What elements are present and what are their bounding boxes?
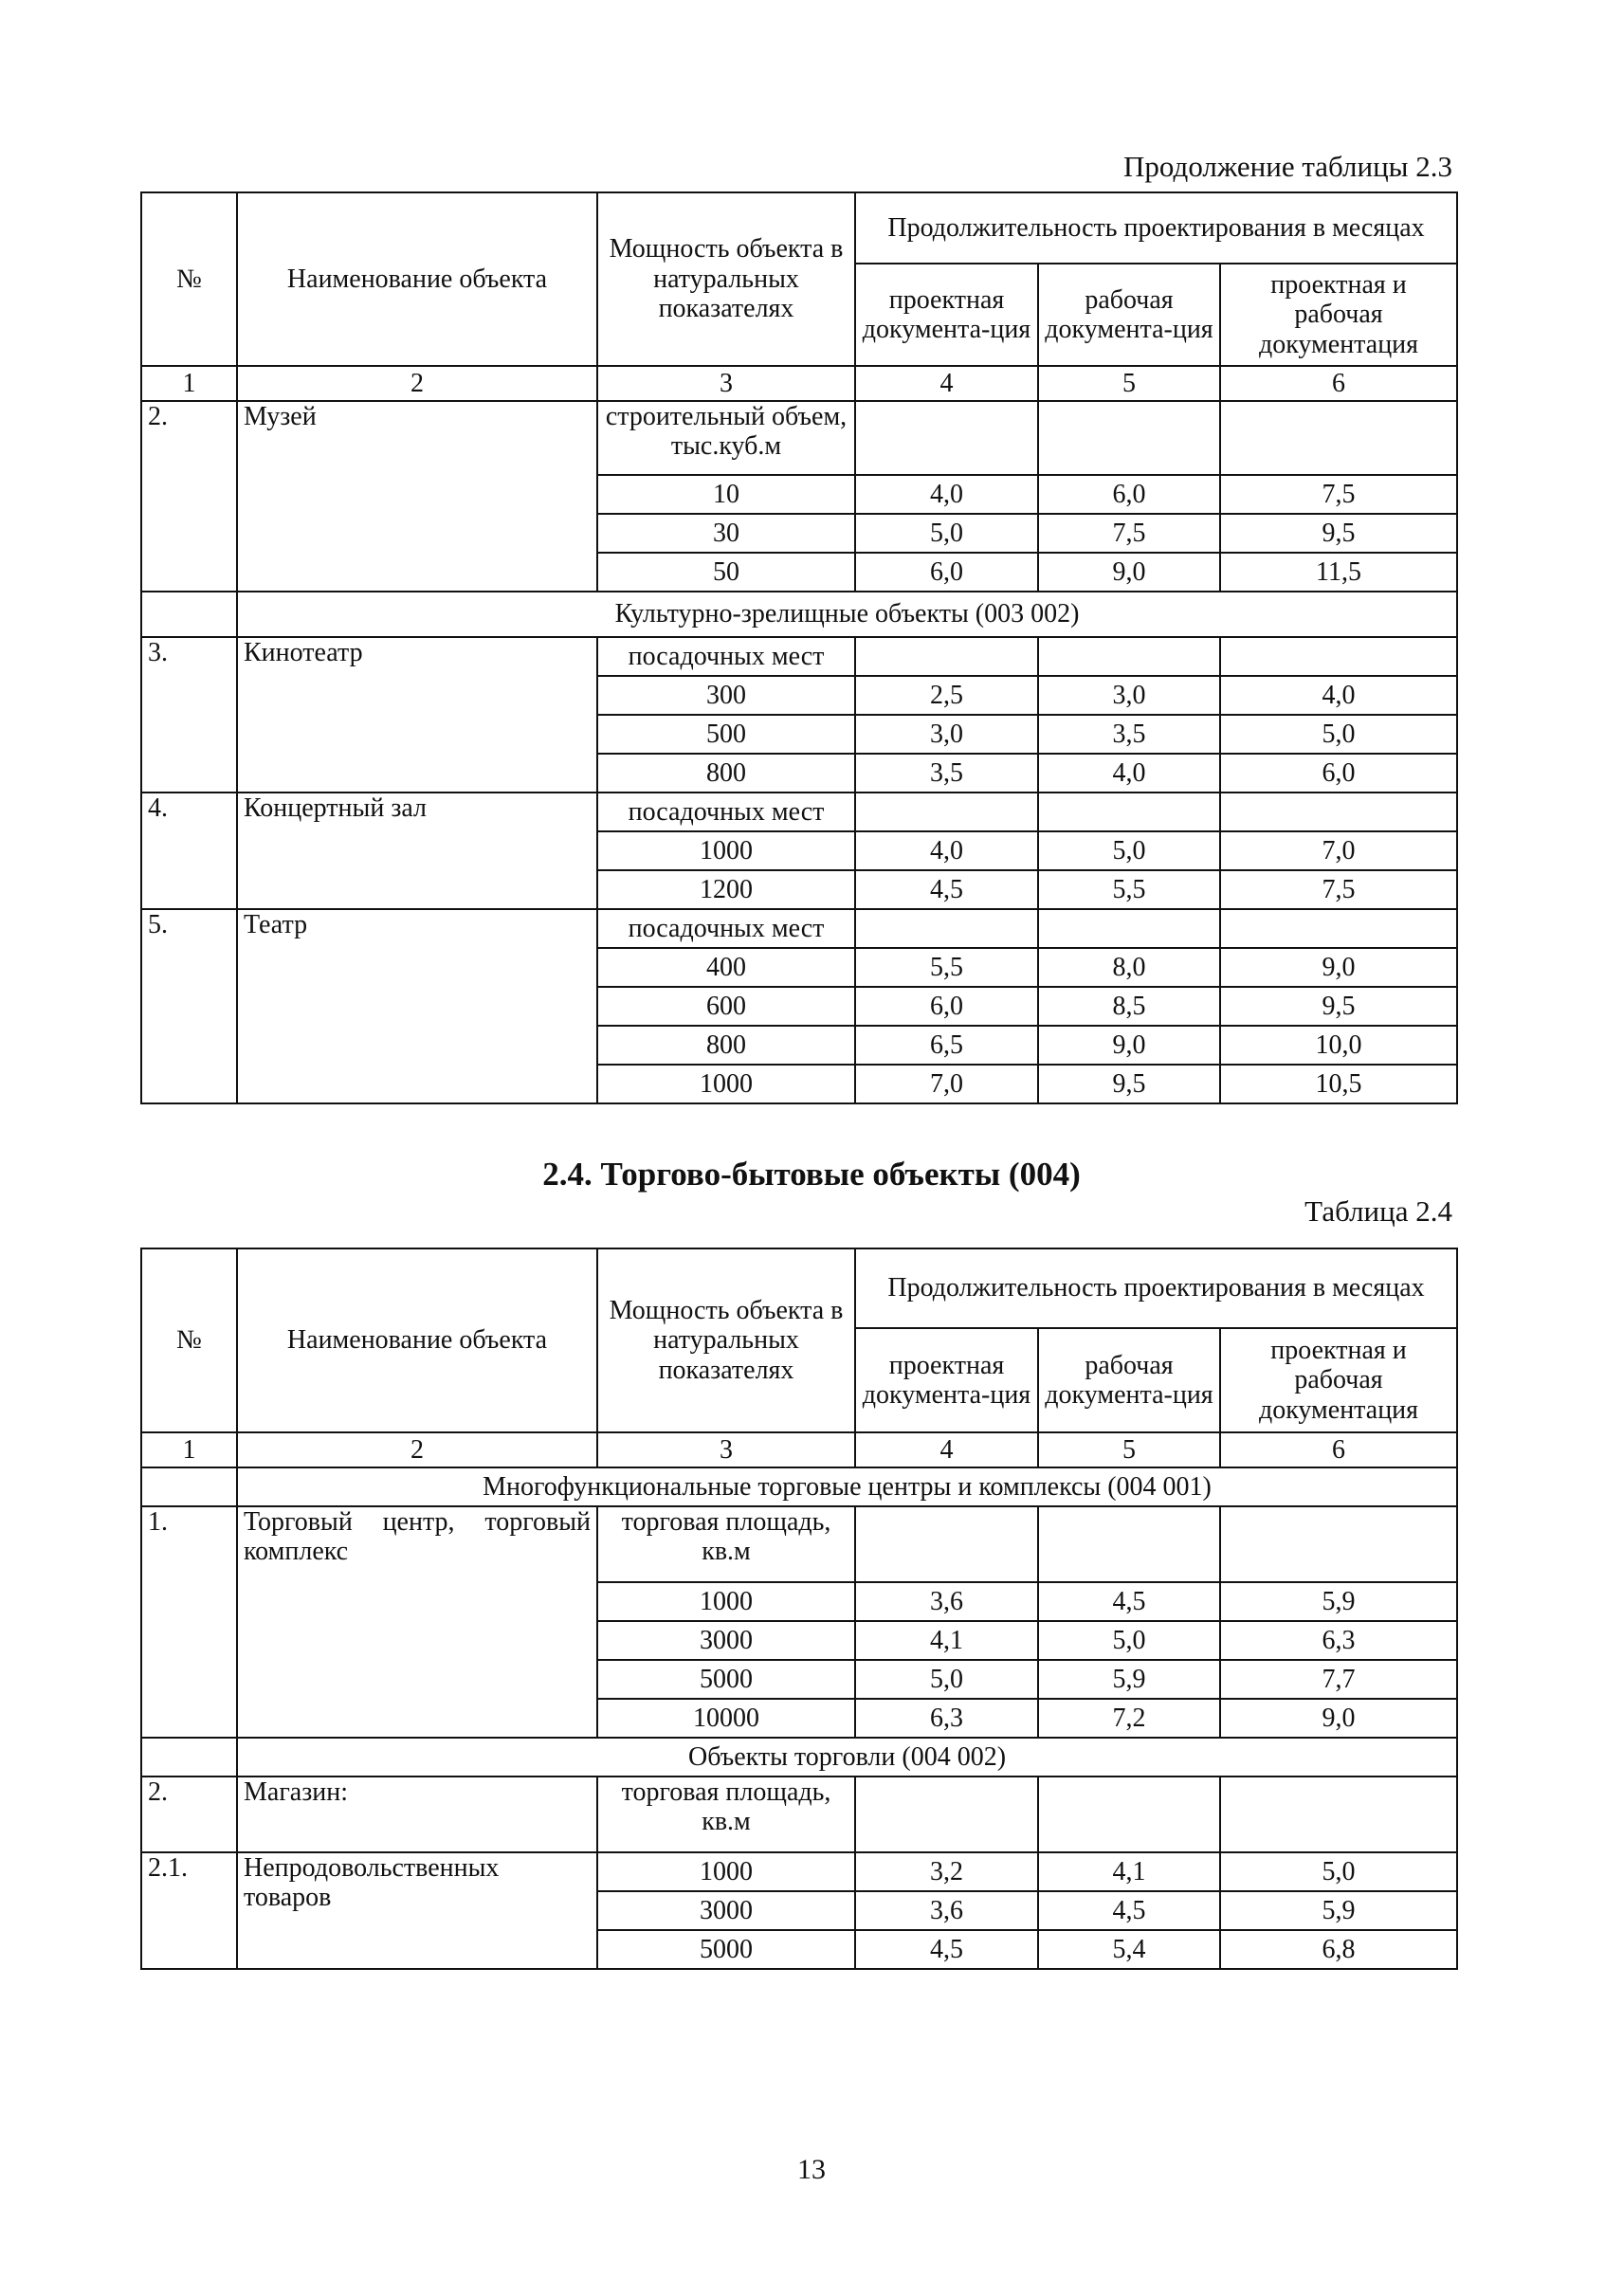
row-number: 2. [141, 401, 237, 592]
working-value: 3,5 [1038, 715, 1220, 754]
total-value: 7,0 [1220, 831, 1457, 870]
column-number: 4 [855, 366, 1038, 401]
design-value: 3,0 [855, 715, 1038, 754]
total-value: 7,5 [1220, 475, 1457, 514]
object-name: Театр [237, 909, 597, 1103]
object-name: Концертный зал [237, 793, 597, 909]
working-value: 4,5 [1038, 1891, 1220, 1930]
design-value: 4,0 [855, 831, 1038, 870]
total-value: 5,9 [1220, 1891, 1457, 1930]
total-value: 4,0 [1220, 676, 1457, 715]
header-design-docs: проектная документа-ция [855, 264, 1038, 366]
row-number: 2.1. [141, 1852, 237, 1969]
design-value: 6,3 [855, 1699, 1038, 1738]
column-number: 2 [237, 1432, 597, 1467]
design-value: 4,1 [855, 1621, 1038, 1660]
design-value: 6,0 [855, 987, 1038, 1026]
column-number: 4 [855, 1432, 1038, 1467]
total-value: 6,8 [1220, 1930, 1457, 1969]
total-value: 7,7 [1220, 1660, 1457, 1699]
working-value: 8,0 [1038, 948, 1220, 987]
table-caption-continuation: Продолжение таблицы 2.3 [1123, 150, 1452, 183]
capacity-value: 400 [597, 948, 855, 987]
working-value: 8,5 [1038, 987, 1220, 1026]
total-value: 10,5 [1220, 1065, 1457, 1103]
total-value: 9,5 [1220, 514, 1457, 553]
section-title: 2.4. Торгово-бытовые объекты (004) [542, 1156, 1081, 1193]
total-value: 5,0 [1220, 1852, 1457, 1891]
design-value: 6,0 [855, 553, 1038, 592]
capacity-value: 3000 [597, 1621, 855, 1660]
design-value: 4,0 [855, 475, 1038, 514]
design-value: 3,5 [855, 754, 1038, 793]
working-value: 7,2 [1038, 1699, 1220, 1738]
capacity-value: 600 [597, 987, 855, 1026]
working-value: 3,0 [1038, 676, 1220, 715]
capacity-value: 1000 [597, 1065, 855, 1103]
row-number: 3. [141, 637, 237, 793]
working-value: 4,5 [1038, 1582, 1220, 1621]
working-value: 5,0 [1038, 1621, 1220, 1660]
capacity-value: 1000 [597, 1852, 855, 1891]
object-name: Кинотеатр [237, 637, 597, 793]
working-value: 9,0 [1038, 553, 1220, 592]
object-name: Непродовольственных товаров [237, 1852, 597, 1969]
design-value: 2,5 [855, 676, 1038, 715]
working-value: 9,5 [1038, 1065, 1220, 1103]
page-number: 13 [797, 2154, 826, 2185]
header-object-name: Наименование объекта [237, 192, 597, 366]
capacity-value: 3000 [597, 1891, 855, 1930]
total-value: 5,0 [1220, 715, 1457, 754]
unit-label: торговая площадь, кв.м [597, 1506, 855, 1582]
total-value: 9,0 [1220, 948, 1457, 987]
unit-label: посадочных мест [597, 793, 855, 831]
unit-label: торговая площадь, кв.м [597, 1777, 855, 1852]
design-duration-table-2-3 [140, 191, 1458, 1104]
capacity-value: 500 [597, 715, 855, 754]
column-number: 3 [597, 1432, 855, 1467]
capacity-value: 5000 [597, 1660, 855, 1699]
header-duration: Продолжительность проектирования в месяцах [855, 192, 1457, 264]
total-value: 6,0 [1220, 754, 1457, 793]
column-number: 5 [1038, 1432, 1220, 1467]
header-object-name: Наименование объекта [237, 1248, 597, 1432]
section-heading-trade: Объекты торговли (004 002) [237, 1738, 1457, 1777]
header-number: № [141, 192, 237, 366]
column-number: 1 [141, 1432, 237, 1467]
header-capacity: Мощность объекта в натуральных показателях [597, 192, 855, 366]
row-number: 1. [141, 1506, 237, 1738]
working-value: 7,5 [1038, 514, 1220, 553]
design-value: 3,6 [855, 1891, 1038, 1930]
unit-label: посадочных мест [597, 909, 855, 948]
total-value: 5,9 [1220, 1582, 1457, 1621]
row-number: 5. [141, 909, 237, 1103]
row-number: 2. [141, 1777, 237, 1852]
capacity-value: 10 [597, 475, 855, 514]
section-heading-multifunctional: Многофункциональные торговые центры и комплексы (004 001) [237, 1467, 1457, 1506]
header-duration: Продолжительность проектирования в месяцах [855, 1248, 1457, 1328]
total-value: 9,5 [1220, 987, 1457, 1026]
capacity-value: 1000 [597, 831, 855, 870]
capacity-value: 1000 [597, 1582, 855, 1621]
section-heading-cultural: Культурно-зрелищные объекты (003 002) [237, 592, 1457, 637]
unit-label: посадочных мест [597, 637, 855, 676]
column-number: 1 [141, 366, 237, 401]
working-value: 6,0 [1038, 475, 1220, 514]
total-value: 10,0 [1220, 1026, 1457, 1065]
capacity-value: 5000 [597, 1930, 855, 1969]
header-working-docs: рабочая документа-ция [1038, 1328, 1220, 1432]
design-duration-table-2-4 [140, 1248, 1458, 1970]
unit-label: строительный объем, тыс.куб.м [597, 401, 855, 475]
column-number: 5 [1038, 366, 1220, 401]
working-value: 5,9 [1038, 1660, 1220, 1699]
design-value: 4,5 [855, 870, 1038, 909]
design-value: 4,5 [855, 1930, 1038, 1969]
working-value: 9,0 [1038, 1026, 1220, 1065]
capacity-value: 1200 [597, 870, 855, 909]
capacity-value: 10000 [597, 1699, 855, 1738]
object-name: Музей [237, 401, 597, 592]
total-value: 6,3 [1220, 1621, 1457, 1660]
object-name: Торговый центр, торговый комплекс [237, 1506, 597, 1738]
working-value: 4,0 [1038, 754, 1220, 793]
header-working-docs: рабочая документа-ция [1038, 264, 1220, 366]
working-value: 5,5 [1038, 870, 1220, 909]
header-design-and-working-docs: проектная и рабочая документация [1220, 264, 1457, 366]
design-value: 5,0 [855, 514, 1038, 553]
capacity-value: 800 [597, 754, 855, 793]
header-design-and-working-docs: проектная и рабочая документация [1220, 1328, 1457, 1432]
object-name: Магазин: [237, 1777, 597, 1852]
design-value: 5,0 [855, 1660, 1038, 1699]
working-value: 5,4 [1038, 1930, 1220, 1969]
column-number: 3 [597, 366, 855, 401]
column-number: 6 [1220, 366, 1457, 401]
capacity-value: 800 [597, 1026, 855, 1065]
total-value: 7,5 [1220, 870, 1457, 909]
capacity-value: 300 [597, 676, 855, 715]
capacity-value: 30 [597, 514, 855, 553]
table-caption: Таблица 2.4 [1304, 1194, 1452, 1228]
design-value: 7,0 [855, 1065, 1038, 1103]
header-design-docs: проектная документа-ция [855, 1328, 1038, 1432]
working-value: 5,0 [1038, 831, 1220, 870]
design-value: 3,2 [855, 1852, 1038, 1891]
total-value: 11,5 [1220, 553, 1457, 592]
design-value: 6,5 [855, 1026, 1038, 1065]
capacity-value: 50 [597, 553, 855, 592]
row-number: 4. [141, 793, 237, 909]
header-number: № [141, 1248, 237, 1432]
design-value: 5,5 [855, 948, 1038, 987]
header-capacity: Мощность объекта в натуральных показателях [597, 1248, 855, 1432]
total-value: 9,0 [1220, 1699, 1457, 1738]
working-value: 4,1 [1038, 1852, 1220, 1891]
design-value: 3,6 [855, 1582, 1038, 1621]
column-number: 6 [1220, 1432, 1457, 1467]
column-number: 2 [237, 366, 597, 401]
